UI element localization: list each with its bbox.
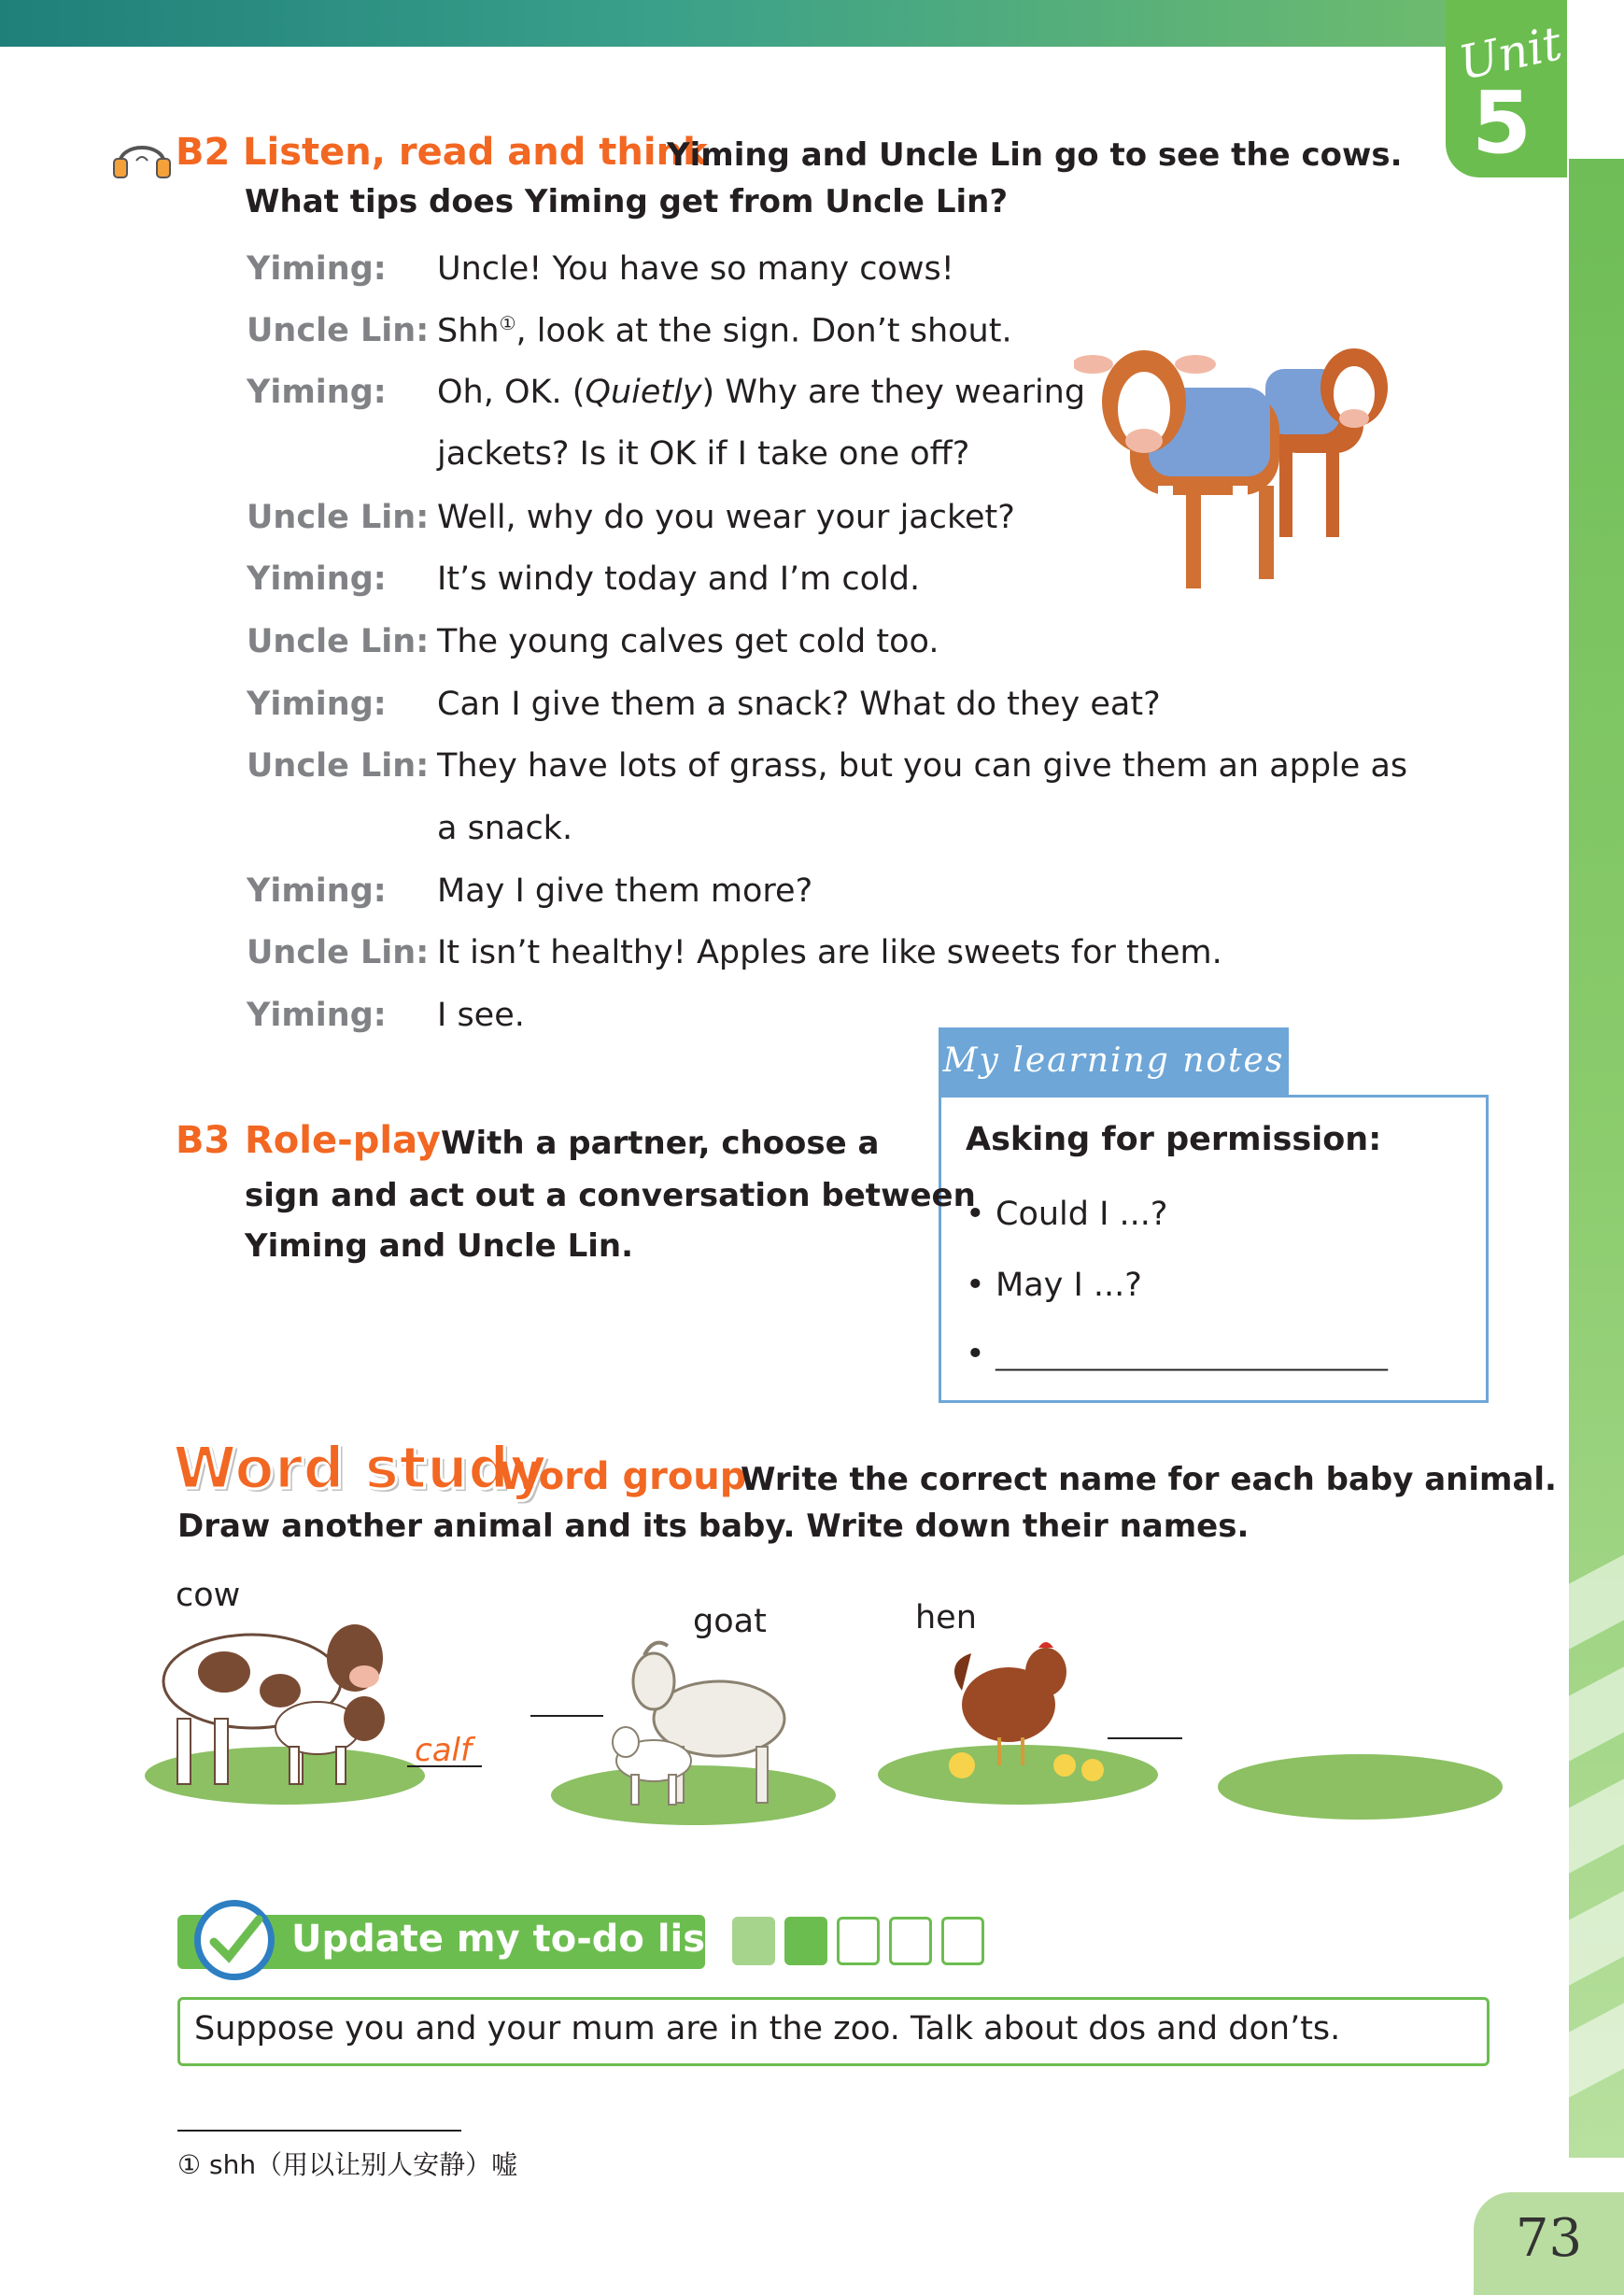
section-b3-id: B3 <box>176 1119 231 1162</box>
section-b3-title: Role-play <box>245 1119 441 1162</box>
progress-square-empty[interactable] <box>889 1917 932 1965</box>
dialogue-line: I see. <box>437 997 525 1034</box>
notes-list-item <box>966 1336 1388 1373</box>
dialogue-line: It isn’t healthy! Apples are like sweets for them. <box>437 934 1222 971</box>
cow-label: cow <box>176 1577 241 1614</box>
dialogue-text: Shh <box>437 312 500 350</box>
footnote-text: ① shh（用以让别人安静）嘘 <box>177 2149 518 2180</box>
page-number: 73 <box>1474 2192 1624 2295</box>
dialogue-line <box>437 312 1012 350</box>
section-b2-title: Listen, read and think <box>243 131 708 174</box>
bullet: • <box>966 1196 985 1233</box>
footnote-rule <box>177 2130 461 2132</box>
speaker-label: Yiming: <box>247 560 387 598</box>
notes-item-text: Could I ...? <box>996 1196 1168 1233</box>
progress-square-filled <box>732 1917 775 1965</box>
calf-answer: calf <box>415 1732 472 1769</box>
word-group-subtitle: Word group <box>499 1455 747 1498</box>
calves-illustration <box>1074 336 1419 607</box>
speaker-label: Yiming: <box>247 250 387 288</box>
todo-title: Update my to-do list <box>291 1918 724 1961</box>
dialogue-text: ) Why are they wearing <box>701 374 1086 411</box>
speaker-label: Uncle Lin: <box>247 499 430 536</box>
speaker-label: Yiming: <box>247 997 387 1034</box>
top-header-bar <box>0 0 1452 47</box>
dialogue-line: Uncle! You have so many cows! <box>437 250 954 288</box>
drawing-area-grass[interactable] <box>1218 1754 1503 1820</box>
speaker-label: Uncle Lin: <box>247 623 430 660</box>
dialogue-line: a snack. <box>437 810 573 847</box>
word-study-instruction-line2: Draw another animal and its baby. Write down their names. <box>177 1508 1250 1545</box>
dialogue-line: The young calves get cold too. <box>437 623 939 660</box>
dialogue-line: They have lots of grass, but you can give them an apple as <box>437 747 1408 785</box>
b3-instruction-line2: sign and act out a conversation between <box>245 1177 976 1214</box>
section-b2-id: B2 <box>176 131 231 174</box>
notes-blank-line[interactable]: ______________________________ <box>996 1340 1388 1371</box>
speaker-label: Uncle Lin: <box>247 312 430 349</box>
footnote-marker: ① <box>499 312 516 334</box>
dialogue-line: Well, why do you wear your jacket? <box>437 499 1015 536</box>
speaker-label: Yiming: <box>247 374 387 411</box>
todo-task-text: Suppose you and your mum are in the zoo. Talk about dos and don’ts. <box>194 2010 1341 2047</box>
cow-and-calf-illustration <box>149 1616 402 1793</box>
notes-list-item <box>966 1196 1168 1233</box>
dialogue-line: Can I give them a snack? What do they eat? <box>437 686 1161 723</box>
b2-instruction-line2: What tips does Yiming get from Uncle Lin? <box>245 183 1009 220</box>
dialogue-line: jackets? Is it OK if I take one off? <box>437 435 970 473</box>
progress-square-empty[interactable] <box>837 1917 880 1965</box>
progress-square-empty[interactable] <box>941 1917 984 1965</box>
calf-front <box>1074 350 1279 588</box>
unit-number: 5 <box>1471 73 1532 173</box>
dialogue-line <box>437 374 1085 411</box>
stage-direction: Quietly <box>585 374 702 411</box>
dialogue-text: , look at the sign. Don’t shout. <box>515 312 1012 350</box>
speaker-label: Uncle Lin: <box>247 747 430 785</box>
learning-notes-heading: Asking for permission: <box>966 1121 1382 1158</box>
dialogue-text: Oh, OK. ( <box>437 374 586 411</box>
notes-item-text: May I ...? <box>996 1267 1142 1304</box>
dialogue-line: May I give them more? <box>437 872 813 910</box>
answer-blank[interactable] <box>530 1715 603 1717</box>
headphones-icon <box>110 133 174 183</box>
bullet: • <box>966 1336 985 1373</box>
goat-label: goat <box>693 1603 767 1640</box>
goat-and-kid-illustration <box>598 1635 812 1812</box>
b3-instruction-line1: With a partner, choose a <box>441 1125 880 1162</box>
bullet: • <box>966 1267 985 1304</box>
learning-notes-tab: My learning notes <box>939 1027 1289 1095</box>
checkmark-icon <box>201 1906 268 1974</box>
speaker-label: Uncle Lin: <box>247 934 430 971</box>
b2-instruction-line1: Yiming and Uncle Lin go to see the cows. <box>667 136 1403 174</box>
word-study-instruction-line1: Write the correct name for each baby animal. <box>741 1461 1557 1498</box>
speaker-label: Yiming: <box>247 686 387 723</box>
b3-instruction-line3: Yiming and Uncle Lin. <box>245 1227 634 1265</box>
calf-back <box>1265 348 1388 537</box>
speaker-label: Yiming: <box>247 872 387 910</box>
check-icon <box>194 1900 275 1980</box>
word-study-title: Word study <box>173 1434 547 1502</box>
answer-blank[interactable] <box>407 1765 482 1767</box>
dialogue-line: It’s windy today and I’m cold. <box>437 560 921 598</box>
unit-label: Unit <box>1454 16 1567 91</box>
hen-label: hen <box>915 1599 977 1636</box>
hen-and-chicks-illustration <box>934 1635 1121 1793</box>
unit-tab <box>1446 0 1567 177</box>
notes-list-item <box>966 1267 1142 1304</box>
answer-blank[interactable] <box>1108 1737 1182 1739</box>
progress-square-filled <box>784 1917 827 1965</box>
